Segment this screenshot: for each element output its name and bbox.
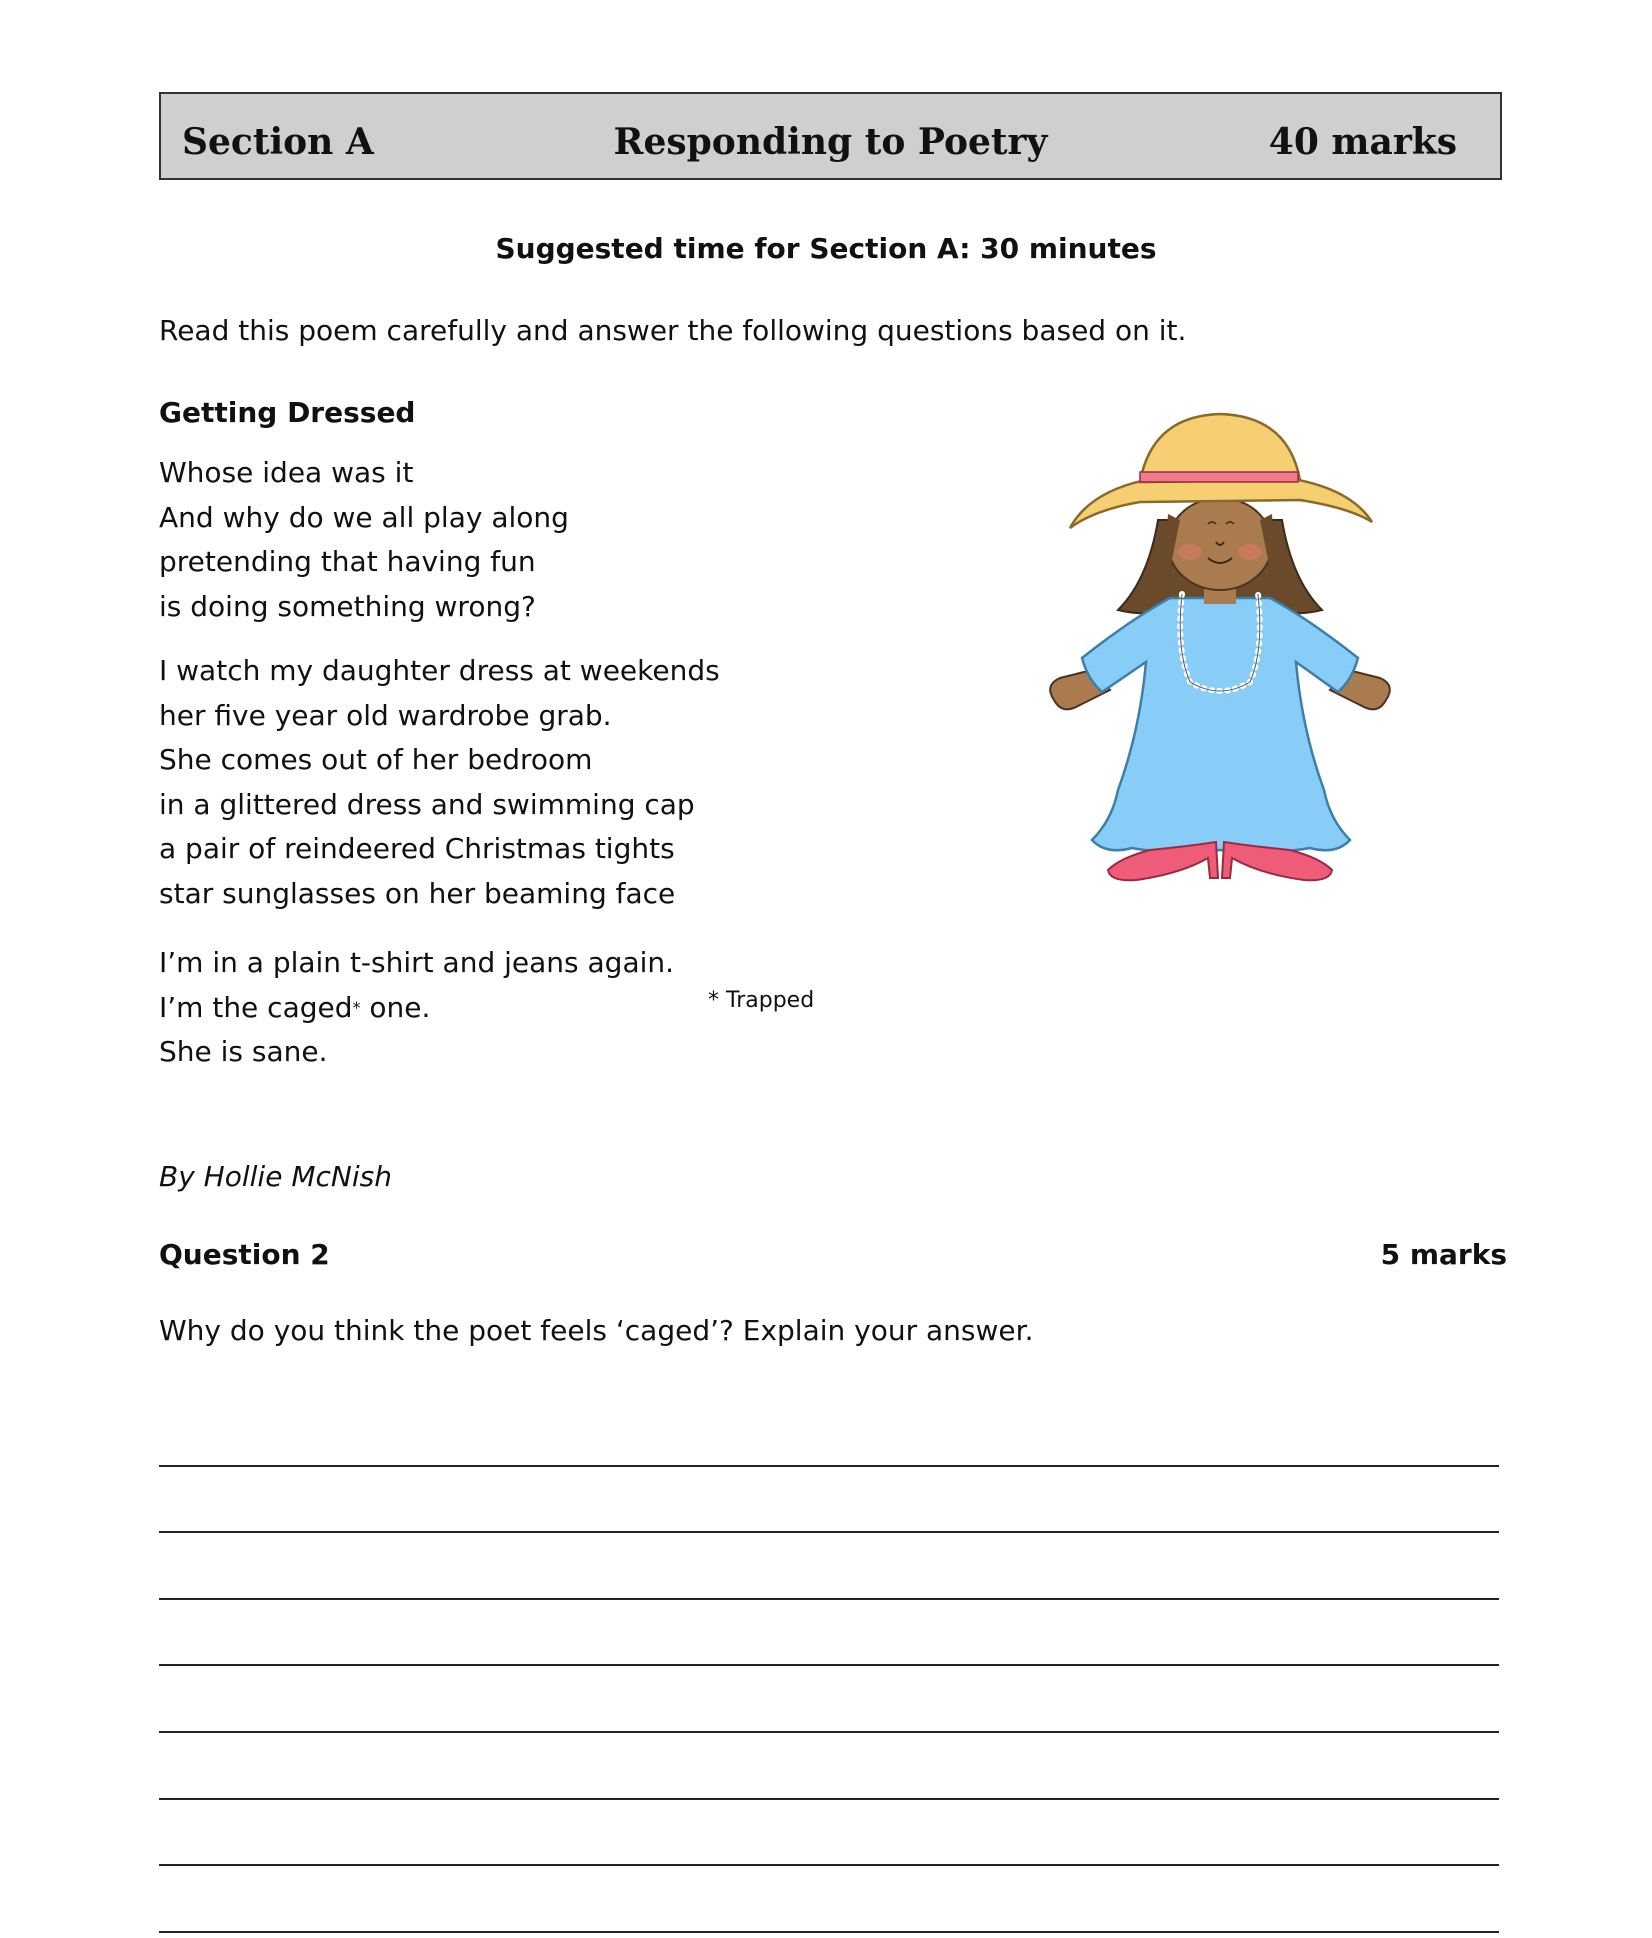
poem-line: She is sane. bbox=[159, 1035, 328, 1068]
answer-line[interactable] bbox=[159, 1866, 1499, 1933]
poem-line: She comes out of her bedroom bbox=[159, 743, 593, 776]
poem-line: a pair of reindeered Christmas tights bbox=[159, 832, 675, 865]
poem-line: is doing something wrong? bbox=[159, 589, 536, 623]
poem-line: Whose idea was it bbox=[159, 456, 414, 489]
poem-line: star sunglasses on her beaming face bbox=[159, 876, 676, 910]
hat-band-shape bbox=[1140, 472, 1298, 482]
poem-line: I watch my daughter dress at weekends bbox=[159, 654, 720, 687]
poem-stanza-3 bbox=[159, 941, 674, 1075]
answer-line[interactable] bbox=[159, 1400, 1499, 1467]
question-text: Why do you think the poet feels ‘caged’? Explain your answer. bbox=[159, 1314, 1034, 1347]
poem-line: And why do we all play along bbox=[159, 500, 569, 534]
section-header bbox=[159, 92, 1502, 180]
left-cheek-shape bbox=[1178, 544, 1202, 560]
section-title: Responding to Poetry bbox=[613, 121, 1048, 163]
question-marks: 5 marks bbox=[1380, 1238, 1507, 1271]
section-label: Section A bbox=[182, 121, 374, 163]
question-label: Question 2 bbox=[159, 1238, 330, 1271]
poem-author: By Hollie McNish bbox=[159, 1160, 392, 1193]
caged-word: I’m the caged bbox=[159, 990, 353, 1024]
answer-line[interactable] bbox=[159, 1733, 1499, 1800]
girl-dress-up-illustration bbox=[1040, 410, 1400, 890]
instructions: Read this poem carefully and answer the following questions based on it. bbox=[159, 314, 1187, 347]
poem-line: I’m in a plain t-shirt and jeans again. bbox=[159, 946, 675, 979]
poem-stanza-2 bbox=[159, 649, 720, 916]
poem-title: Getting Dressed bbox=[159, 396, 416, 429]
footnote: * Trapped bbox=[708, 988, 815, 1013]
answer-line[interactable] bbox=[159, 1800, 1499, 1867]
line-ending: one. bbox=[360, 990, 431, 1024]
right-cheek-shape bbox=[1238, 544, 1262, 560]
poem-line bbox=[159, 986, 674, 1031]
dress-shape bbox=[1082, 598, 1358, 852]
poem-line: her five year old wardrobe grab. bbox=[159, 698, 612, 732]
footnote-marker: * bbox=[352, 997, 361, 1017]
poem-stanza-1 bbox=[159, 451, 569, 629]
answer-area[interactable] bbox=[159, 1400, 1499, 1933]
answer-line[interactable] bbox=[159, 1600, 1499, 1667]
answer-line[interactable] bbox=[159, 1666, 1499, 1733]
poem-line: in a glittered dress and swimming cap bbox=[159, 787, 695, 821]
poem-line: pretending that having fun bbox=[159, 545, 536, 578]
answer-line[interactable] bbox=[159, 1533, 1499, 1600]
suggested-time: Suggested time for Section A: 30 minutes bbox=[495, 232, 1157, 265]
section-marks: 40 marks bbox=[1268, 121, 1457, 163]
answer-line[interactable] bbox=[159, 1467, 1499, 1534]
